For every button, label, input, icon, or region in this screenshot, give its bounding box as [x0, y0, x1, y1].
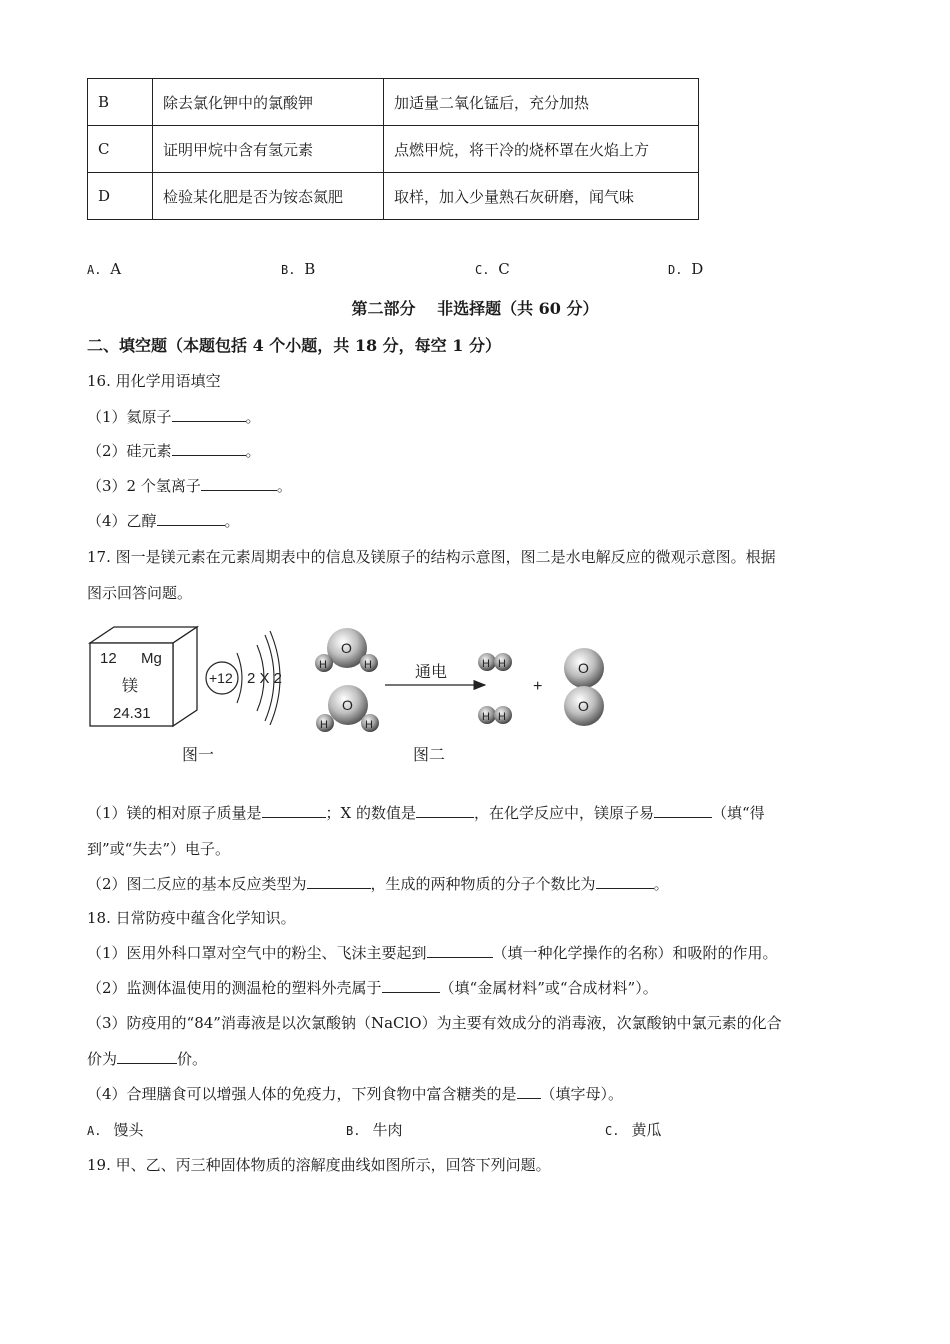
choice-letter: D. — [668, 263, 683, 277]
oxygen-atom-label: O — [341, 640, 352, 656]
answer-blank[interactable] — [117, 1049, 177, 1064]
hydrogen-atom-label: H — [320, 719, 328, 731]
q16-item: （4）乙醇 。 — [87, 512, 240, 530]
choice-text: D — [691, 260, 704, 278]
row-purpose: 检验某化肥是否为铵态氮肥 — [153, 173, 384, 220]
q18-part2: （2）监测体温使用的测温枪的塑料外壳属于 （填“金属材料”或“合成材料”）。 — [87, 979, 658, 997]
row-letter: D — [88, 173, 153, 220]
q18-part1: （1）医用外科口罩对空气中的粉尘、飞沫主要起到 （填一种化学操作的名称）和吸附的作用。 — [87, 944, 778, 962]
hydrogen-atom-label: H — [319, 659, 327, 671]
row-letter: C — [88, 126, 153, 173]
q17-part2: （2）图二反应的基本反应类型为 ，生成的两种物质的分子个数比为 。 — [87, 875, 669, 893]
oxygen-atom-label: O — [342, 697, 353, 713]
choice-b[interactable] — [281, 260, 315, 278]
row-purpose: 证明甲烷中含有氢元素 — [153, 126, 384, 173]
table-row — [88, 79, 699, 126]
choice-text: B — [304, 260, 316, 278]
water-molecule — [316, 685, 379, 732]
row-method: 取样，加入少量熟石灰研磨，闻气味 — [384, 173, 699, 220]
answer-blank[interactable] — [427, 943, 493, 958]
shell-electrons: 2 X 2 — [247, 670, 283, 687]
water-molecule — [315, 628, 378, 672]
q16-item: （1）氦原子 。 — [87, 408, 261, 426]
q18-part3-cont: 价为 价。 — [87, 1050, 208, 1068]
answer-blank[interactable] — [157, 511, 225, 526]
svg-text:H: H — [498, 658, 506, 670]
choice-letter: C. — [475, 263, 490, 277]
svg-text:H: H — [482, 711, 490, 723]
svg-text:O: O — [578, 660, 589, 676]
oxygen-molecule — [564, 648, 604, 726]
nucleus-charge: +12 — [209, 670, 233, 686]
row-purpose: 除去氯化钾中的氯酸钾 — [153, 79, 384, 126]
answer-blank[interactable] — [172, 407, 246, 422]
svg-text:H: H — [498, 711, 506, 723]
q17-stem-cont: 图示回答问题。 — [87, 584, 193, 602]
options-table — [87, 78, 699, 220]
figure-1-label: 图一 — [182, 747, 215, 764]
figure-2-label: 图二 — [413, 747, 446, 764]
answer-blank[interactable] — [307, 874, 371, 889]
answer-blank[interactable] — [517, 1084, 541, 1099]
q18-part4: （4）合理膳食可以增强人体的免疫力，下列食物中富含糖类的是 （填字母）。 — [87, 1085, 624, 1103]
atomic-mass: 24.31 — [113, 705, 151, 722]
hydrogen-molecule — [478, 706, 512, 724]
element-cell — [90, 627, 197, 726]
q18-choice-b[interactable]: B. 牛肉 — [346, 1121, 403, 1139]
answer-blank[interactable] — [382, 978, 440, 993]
plus-sign: + — [533, 678, 543, 695]
row-letter: B — [88, 79, 153, 126]
q19-stem: 19. 甲、乙、丙三种固体物质的溶解度曲线如图所示，回答下列问题。 — [87, 1156, 551, 1174]
q17-figure — [85, 615, 625, 775]
row-method: 加适量二氧化锰后，充分加热 — [384, 79, 699, 126]
answer-blank[interactable] — [201, 476, 277, 491]
row-method: 点燃甲烷，将干冷的烧杯罩在火焰上方 — [384, 126, 699, 173]
q18-choice-a[interactable]: A. 馒头 — [87, 1121, 144, 1139]
q17-part1: （1）镁的相对原子质量是 ；X 的数值是 ，在化学反应中，镁原子易 （填“得 — [87, 804, 765, 822]
q16-item: （3）2 个氢离子 。 — [87, 477, 292, 495]
atomic-number: 12 — [100, 650, 117, 667]
arrow-label: 通电 — [415, 664, 448, 681]
choice-a[interactable] — [87, 260, 121, 278]
part-title: 第二部分 非选择题（共 60 分） — [351, 299, 599, 318]
choice-d[interactable] — [668, 260, 703, 278]
svg-text:H: H — [482, 658, 490, 670]
hydrogen-atom-label: H — [365, 719, 373, 731]
mg-atom-structure — [206, 631, 282, 725]
answer-blank[interactable] — [172, 441, 246, 456]
q18-part3: （3）防疫用的“84”消毒液是以次氯酸钠（NaClO）为主要有效成分的消毒液，次氯酸钠中氯元素的化合 — [87, 1014, 782, 1032]
q18-choice-c[interactable]: C. 黄瓜 — [605, 1121, 662, 1139]
svg-text:O: O — [578, 698, 589, 714]
table-row — [88, 126, 699, 173]
choice-c[interactable] — [475, 260, 510, 278]
q17-part1-cont: 到”或“失去”）电子。 — [87, 840, 231, 858]
hydrogen-molecule — [478, 653, 512, 671]
element-symbol: Mg — [141, 650, 162, 667]
element-name: 镁 — [122, 678, 139, 695]
section-title: 二、填空题（本题包括 4 个小题，共 18 分，每空 1 分） — [87, 336, 501, 355]
choice-letter: B. — [281, 263, 296, 277]
q18-stem: 18. 日常防疫中蕴含化学知识。 — [87, 909, 296, 927]
table-row — [88, 173, 699, 220]
q16-stem: 16. 用化学用语填空 — [87, 372, 221, 390]
choice-letter: A. — [87, 263, 102, 277]
choice-text: C — [498, 260, 510, 278]
q16-item: （2）硅元素 。 — [87, 442, 261, 460]
choice-text: A — [110, 260, 122, 278]
hydrogen-atom-label: H — [364, 659, 372, 671]
answer-blank[interactable] — [654, 803, 712, 818]
q17-stem: 17. 图一是镁元素在元素周期表中的信息及镁原子的结构示意图，图二是水电解反应的微观示意图。根据 — [87, 548, 776, 566]
answer-blank[interactable] — [596, 874, 654, 889]
answer-blank[interactable] — [416, 803, 474, 818]
answer-blank[interactable] — [262, 803, 326, 818]
